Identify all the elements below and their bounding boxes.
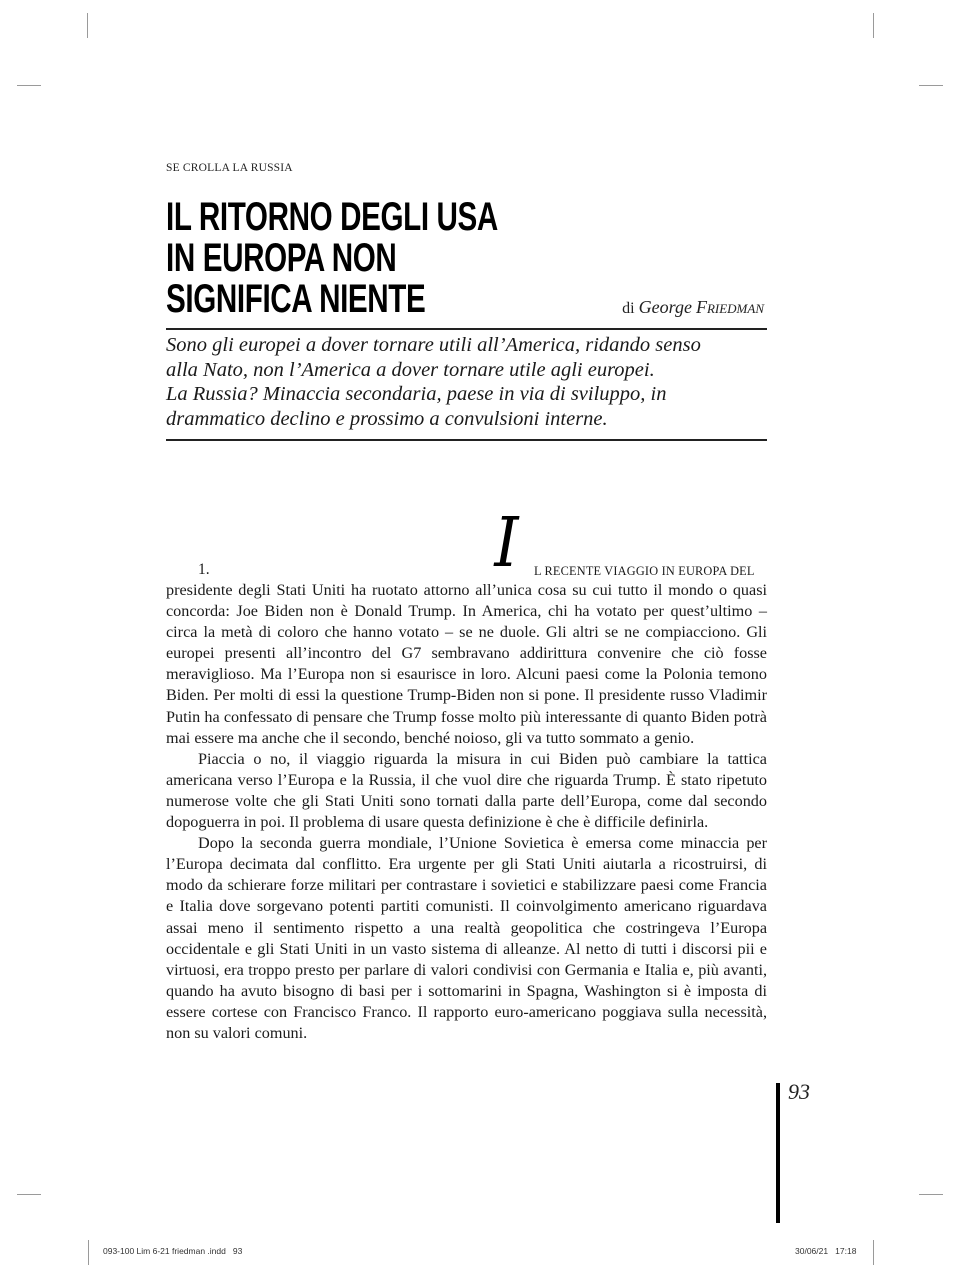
crop-mark bbox=[919, 1194, 943, 1195]
author-last-name: Friedman bbox=[695, 297, 764, 317]
page-number: 93 bbox=[788, 1079, 810, 1104]
divider-bottom bbox=[166, 439, 767, 441]
title-line: IL RITORNO DEGLI USA bbox=[166, 195, 498, 239]
summary-line: drammatico declino e prossimo a convulsioni interne. bbox=[166, 407, 608, 430]
lead-in: L RECENTE VIAGGIO IN EUROPA DEL bbox=[534, 564, 755, 578]
article-summary bbox=[166, 333, 776, 431]
crop-mark bbox=[17, 85, 41, 86]
crop-mark bbox=[919, 85, 943, 86]
crop-mark bbox=[87, 13, 88, 38]
paragraph: Dopo la seconda guerra mondiale, l’Unione Sovietica è emersa come minaccia per l’Europa decimata dal conflitto. Era urgente per gli Stati Uniti aiutarla a ricostruirsi, di modo da schierare forze militari per contrastare i sovietici e stabilizzare paesi come Francia e Italia dove sorgevano potenti partiti comunisti. Il coinvolgimento americano riguardava assai meno il sentimento rispetto a una realtà geopolitica che costringeva l’Europa occidentale e gli Stati Uniti in un vasto sistema di alleanze. Al netto di tutti i discorsi pii e virtuosi, era troppo presto per parlare di valori condivisi con Germania e Italia e, più avanti, quando ha avuto bisogno di basi per i sottomarini in Spagna, Washington si è imposta di essere cortese con Francisco Franco. Il rapporto euro-americano poggiava sulla necessità, non su valori comuni. bbox=[166, 834, 767, 1042]
article-body bbox=[166, 580, 767, 1044]
footer-file: 093-100 Lim 6-21 friedman .indd 93 bbox=[103, 1246, 243, 1256]
crop-mark bbox=[88, 1240, 89, 1265]
crop-mark bbox=[873, 1240, 874, 1265]
crop-mark bbox=[873, 13, 874, 38]
paragraph: Piaccia o no, il viaggio riguarda la misura in cui Biden può cambiare la tattica americana verso l’Europa e la Russia, il che vuol dire che riguarda Trump. È stato ripetuto numerose volte che gli Stati Uniti sono tornati dalla parte dell’Europa, come dal secondo dopoguerra in poi. Il problema di usare questa definizione è che è difficile definirla. bbox=[166, 749, 767, 832]
title-line: IN EUROPA NON bbox=[166, 236, 397, 280]
drop-cap: I bbox=[494, 504, 519, 583]
section-number: 1. bbox=[198, 561, 210, 578]
summary-line: La Russia? Minaccia secondaria, paese in via di sviluppo, in bbox=[166, 383, 667, 405]
summary-line: Sono gli europei a dover tornare utili all’America, ridando senso bbox=[166, 334, 701, 356]
byline bbox=[622, 297, 764, 318]
footer-datetime: 30/06/21 17:18 bbox=[795, 1246, 857, 1256]
page-number-bar bbox=[776, 1083, 780, 1223]
summary-line: alla Nato, non l’America a dover tornare utile agli europei. bbox=[166, 358, 655, 381]
crop-mark bbox=[17, 1194, 41, 1195]
running-head: SE CROLLA LA RUSSIA bbox=[166, 162, 293, 174]
title-line: SIGNIFICA NIENTE bbox=[166, 277, 426, 321]
author-first-name: George bbox=[638, 297, 692, 317]
byline-prefix: di bbox=[622, 300, 635, 317]
paragraph: presidente degli Stati Uniti ha ruotato attorno all’unica cosa su cui tutto il mondo o quasi concorda: Joe Biden non è Donald Trump. In America, chi ha votato per quest’ultimo – circa la metà di coloro che hanno votato – se ne duole. Gli altri se ne compiacciono. Gli europei presenti all’incontro del G7 sembravano addirittura convenire che ciò fosse meraviglioso. Ma l’Europa non si esaurisce in loro. Alcuni paesi come la Polonia temono Biden. Per molti di essi la questione Trump-Biden non si pone. Il presidente russo Vladimir Putin ha confessato di pensare che Trump fosse molto più interessante di quanto Biden potrà mai essere ma anche che il secondo, benché noioso, gli va tutto sommato a genio. bbox=[166, 581, 767, 747]
divider-top bbox=[166, 328, 767, 330]
